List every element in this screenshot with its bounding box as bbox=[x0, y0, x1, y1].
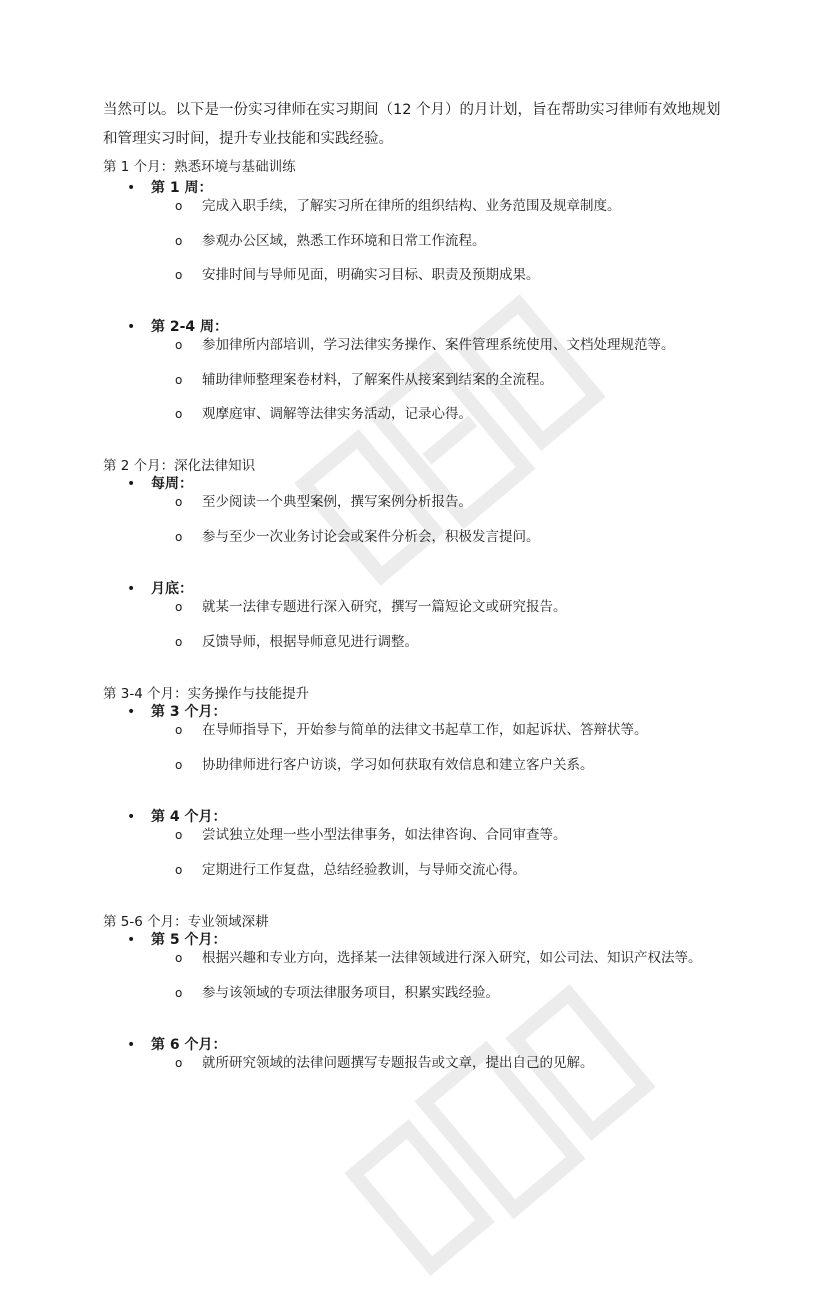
task-item bbox=[175, 266, 540, 284]
circle-bullet-icon: o bbox=[175, 951, 183, 965]
period-label: 第 4 个月： bbox=[151, 809, 227, 825]
period-label: 第 2-4 周： bbox=[151, 319, 229, 335]
period-label: 第 5 个月： bbox=[151, 932, 227, 948]
intro-line: 当然可以。以下是一份实习律师在实习期间（12 个月）的月计划，旨在帮助实习律师有效地规划 bbox=[103, 102, 721, 118]
task-item bbox=[175, 1054, 594, 1072]
bullet-icon: • bbox=[127, 809, 136, 825]
task-item bbox=[175, 984, 499, 1002]
task-text: 观摩庭审、调解等法律实务活动，记录心得。 bbox=[202, 406, 472, 422]
task-text: 根据兴趣和专业方向，选择某一法律领域进行深入研究，如公司法、知识产权法等。 bbox=[202, 950, 702, 966]
period-item bbox=[127, 475, 193, 493]
circle-bullet-icon: o bbox=[175, 495, 183, 509]
watermark-stamp-icon bbox=[270, 260, 630, 620]
task-text: 完成入职手续，了解实习所在律所的组织结构、业务范围及规章制度。 bbox=[202, 198, 621, 214]
bullet-icon: • bbox=[127, 476, 136, 492]
task-item bbox=[175, 197, 621, 215]
circle-bullet-icon: o bbox=[175, 600, 183, 614]
circle-bullet-icon: o bbox=[175, 1056, 183, 1070]
intro-paragraph bbox=[103, 96, 743, 154]
bullet-icon: • bbox=[127, 581, 136, 597]
circle-bullet-icon: o bbox=[175, 723, 183, 737]
period-item bbox=[127, 808, 227, 826]
task-text: 协助律师进行客户访谈，学习如何获取有效信息和建立客户关系。 bbox=[202, 757, 594, 773]
task-text: 辅助律师整理案卷材料，了解案件从接案到结案的全流程。 bbox=[202, 372, 553, 388]
month-heading: 第 5-6 个月：专业领域深耕 bbox=[103, 914, 269, 930]
period-item bbox=[127, 179, 213, 197]
period-item bbox=[127, 580, 193, 598]
task-item bbox=[175, 949, 702, 967]
watermark-stamp-icon bbox=[320, 950, 680, 1310]
circle-bullet-icon: o bbox=[175, 986, 183, 1000]
task-item bbox=[175, 232, 486, 250]
circle-bullet-icon: o bbox=[175, 338, 183, 352]
circle-bullet-icon: o bbox=[175, 407, 183, 421]
task-text: 就某一法律专题进行深入研究，撰写一篇短论文或研究报告。 bbox=[202, 599, 567, 615]
bullet-icon: • bbox=[127, 932, 136, 948]
task-item bbox=[175, 493, 472, 511]
period-label: 每周： bbox=[151, 476, 193, 492]
task-text: 就所研究领域的法律问题撰写专题报告或文章，提出自己的见解。 bbox=[202, 1055, 594, 1071]
period-item bbox=[127, 703, 227, 721]
task-text: 在导师指导下，开始参与简单的法律文书起草工作，如起诉状、答辩状等。 bbox=[202, 722, 648, 738]
month-heading: 第 1 个月：熟悉环境与基础训练 bbox=[103, 159, 296, 175]
task-item bbox=[175, 633, 418, 651]
task-text: 反馈导师，根据导师意见进行调整。 bbox=[202, 634, 418, 650]
period-label: 月底： bbox=[151, 581, 193, 597]
task-item bbox=[175, 598, 567, 616]
task-text: 参加律所内部培训，学习法律实务操作、案件管理系统使用、文档处理规范等。 bbox=[202, 337, 675, 353]
circle-bullet-icon: o bbox=[175, 199, 183, 213]
period-label: 第 6 个月： bbox=[151, 1037, 227, 1053]
period-item bbox=[127, 318, 228, 336]
task-text: 至少阅读一个典型案例，撰写案例分析报告。 bbox=[202, 494, 472, 510]
bullet-icon: • bbox=[127, 180, 136, 196]
task-item bbox=[175, 861, 526, 879]
bullet-icon: • bbox=[127, 319, 136, 335]
task-text: 安排时间与导师见面，明确实习目标、职责及预期成果。 bbox=[202, 267, 540, 283]
task-text: 参与该领域的专项法律服务项目，积累实践经验。 bbox=[202, 985, 499, 1001]
task-item bbox=[175, 756, 594, 774]
period-item bbox=[127, 1036, 227, 1054]
task-item bbox=[175, 336, 675, 354]
period-label: 第 1 周： bbox=[151, 180, 213, 196]
circle-bullet-icon: o bbox=[175, 530, 183, 544]
month-heading: 第 3-4 个月：实务操作与技能提升 bbox=[103, 686, 310, 702]
task-text: 参观办公区域，熟悉工作环境和日常工作流程。 bbox=[202, 233, 486, 249]
task-item bbox=[175, 826, 567, 844]
circle-bullet-icon: o bbox=[175, 863, 183, 877]
circle-bullet-icon: o bbox=[175, 635, 183, 649]
circle-bullet-icon: o bbox=[175, 268, 183, 282]
circle-bullet-icon: o bbox=[175, 234, 183, 248]
circle-bullet-icon: o bbox=[175, 373, 183, 387]
period-label: 第 3 个月： bbox=[151, 704, 227, 720]
task-text: 定期进行工作复盘，总结经验教训，与导师交流心得。 bbox=[202, 862, 526, 878]
intro-line: 和管理实习时间，提升专业技能和实践经验。 bbox=[103, 131, 393, 147]
bullet-icon: • bbox=[127, 704, 136, 720]
period-item bbox=[127, 931, 227, 949]
task-item bbox=[175, 405, 472, 423]
task-item bbox=[175, 721, 648, 739]
bullet-icon: • bbox=[127, 1037, 136, 1053]
task-text: 参与至少一次业务讨论会或案件分析会，积极发言提问。 bbox=[202, 529, 540, 545]
task-text: 尝试独立处理一些小型法律事务，如法律咨询、合同审查等。 bbox=[202, 827, 567, 843]
task-item bbox=[175, 371, 553, 389]
circle-bullet-icon: o bbox=[175, 758, 183, 772]
month-heading: 第 2 个月：深化法律知识 bbox=[103, 458, 256, 474]
task-item bbox=[175, 528, 540, 546]
circle-bullet-icon: o bbox=[175, 828, 183, 842]
